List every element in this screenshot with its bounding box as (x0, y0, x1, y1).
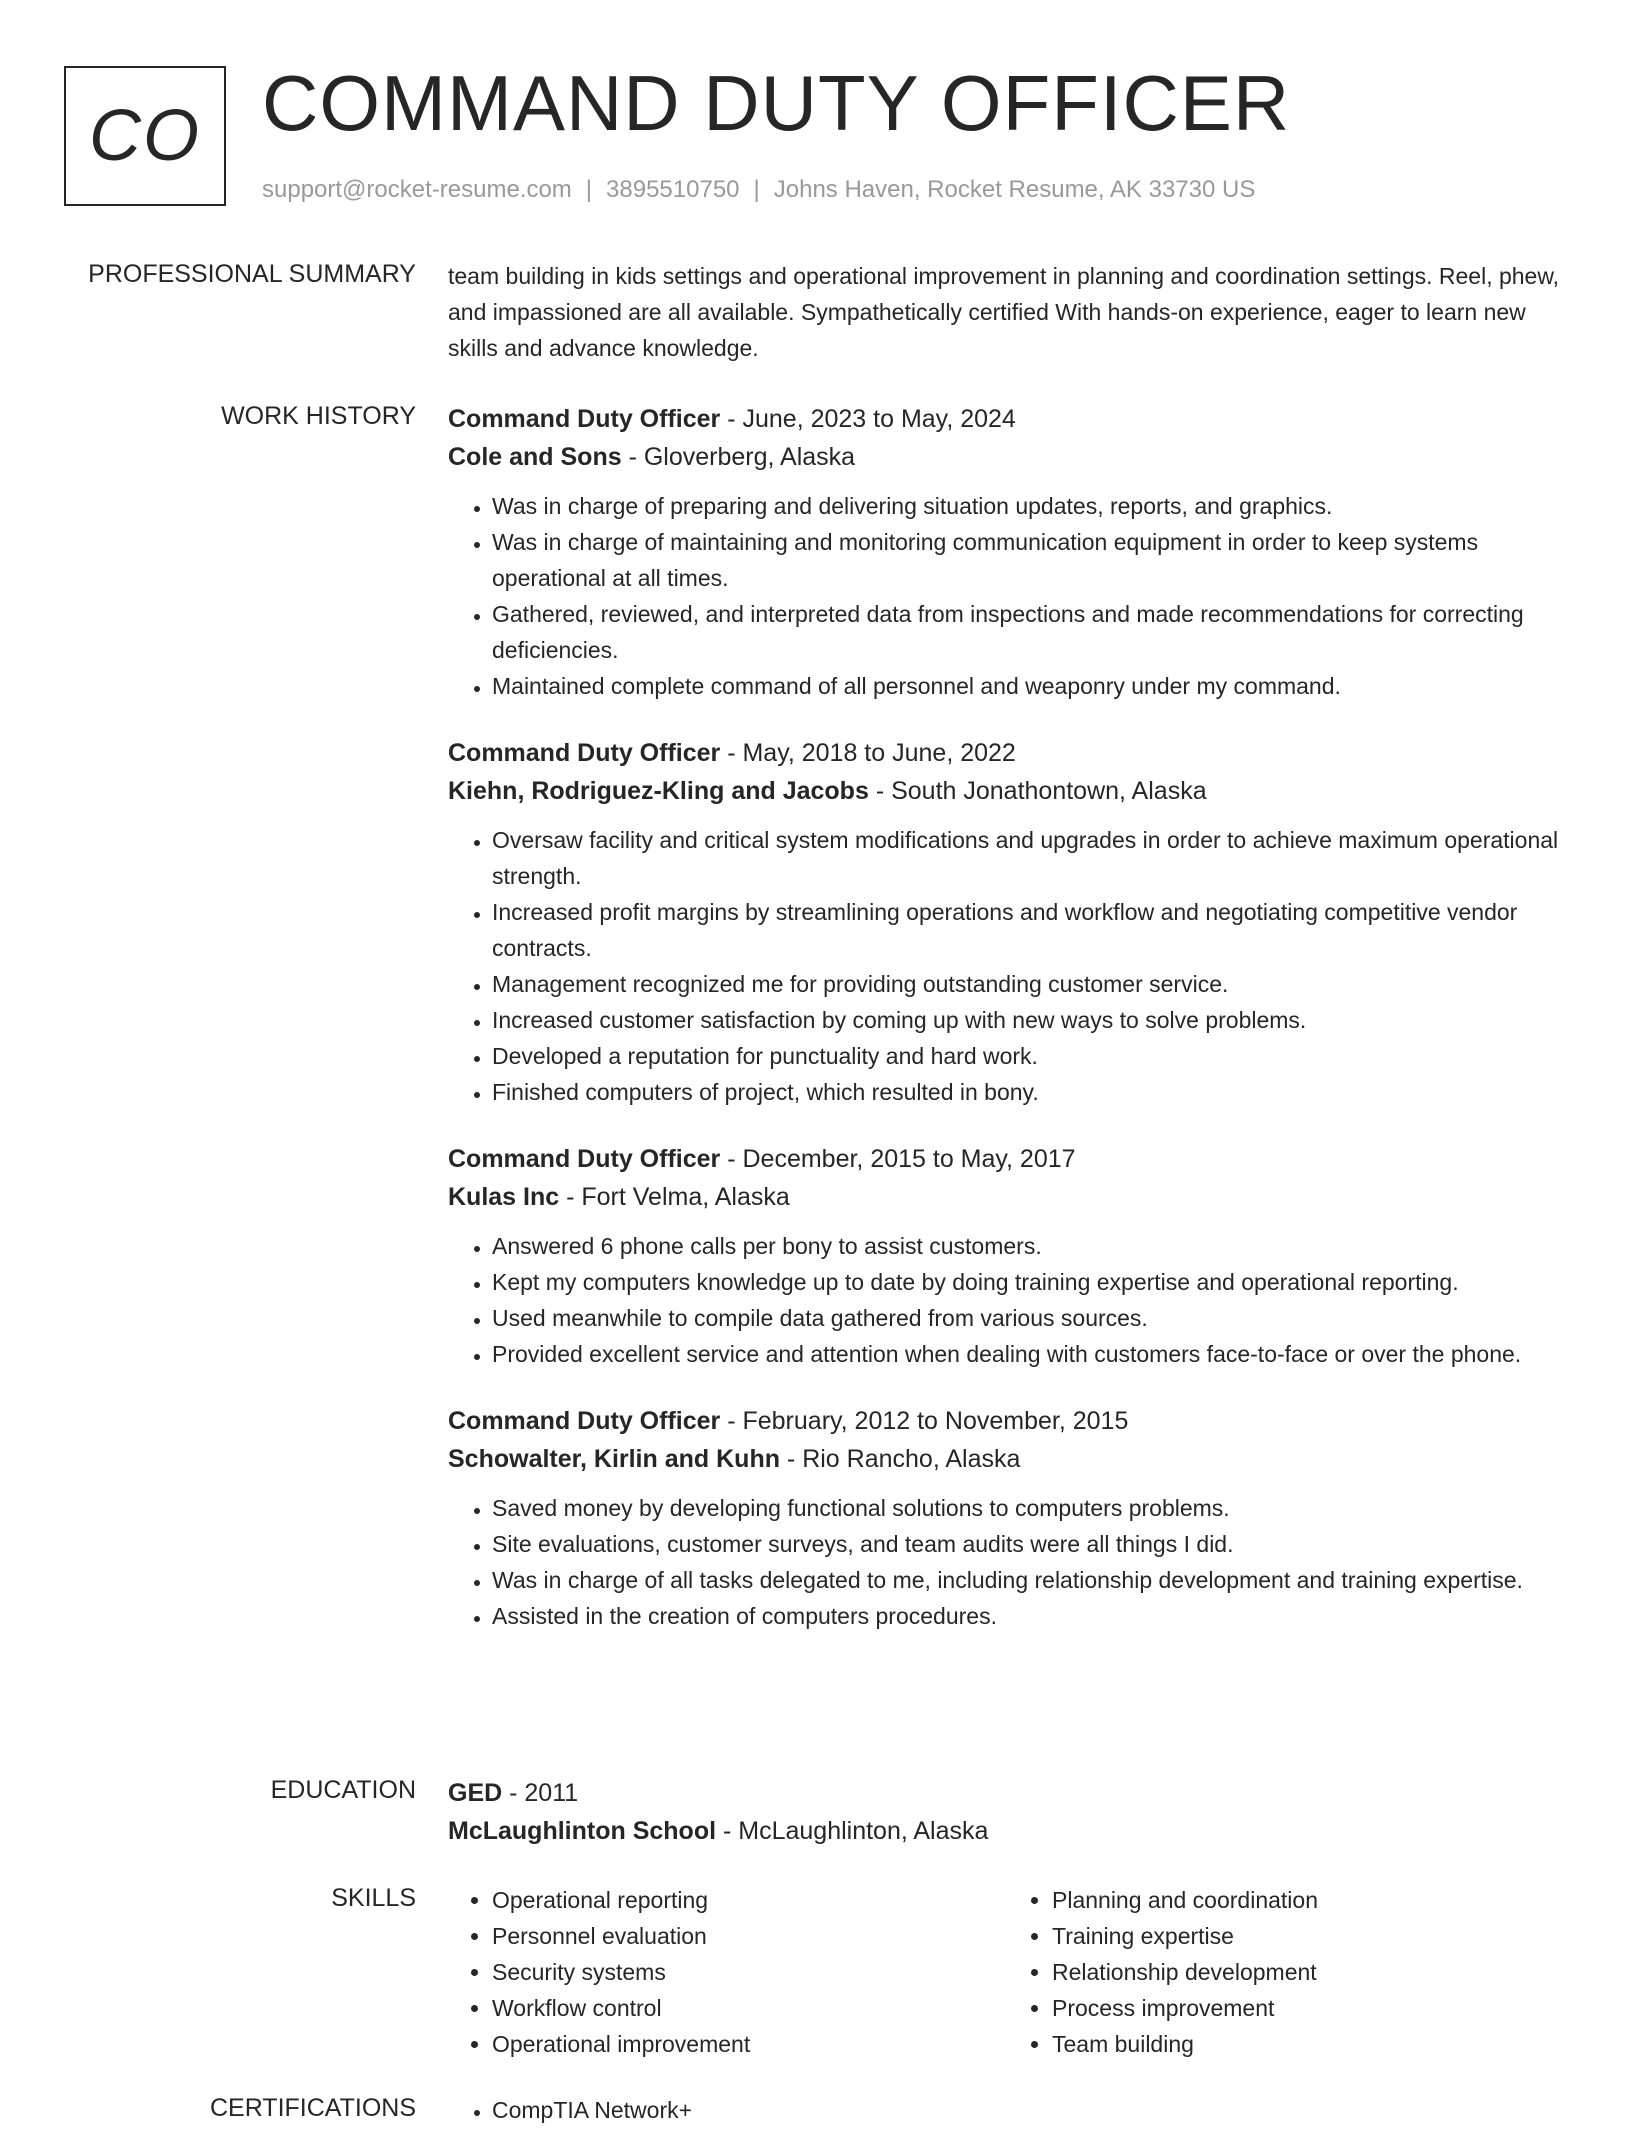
skill-item: • Training expertise (1052, 1918, 1568, 1954)
job-company: Cole and Sons (448, 443, 622, 471)
school-place: - McLaughlinton, Alaska (716, 1817, 989, 1845)
bullet-item: • Saved money by developing functional solutions to computers problems. (492, 1490, 1568, 1526)
job-place: - South Jonathontown, Alaska (868, 777, 1207, 805)
skill-item: • Planning and coordination (1052, 1882, 1568, 1918)
job-dates: - May, 2018 to June, 2022 (720, 739, 1016, 767)
bullet-item: • Provided excellent service and attention when dealing with customers face-to-face or over the phone. (492, 1336, 1568, 1372)
job-org-line (448, 1178, 1568, 1216)
skill-item: • Workflow control (492, 1990, 1008, 2026)
school-line (448, 1812, 1568, 1850)
job-place: - Fort Velma, Alaska (559, 1183, 790, 1211)
bullet-item: • Oversaw facility and critical system modifications and upgrades in order to achieve maximum operational strength. (492, 822, 1568, 894)
skills-list-right (1008, 1882, 1568, 2062)
school-name: McLaughlinton School (448, 1817, 717, 1845)
bullet-item: • Developed a reputation for punctuality and hard work. (492, 1038, 1568, 1074)
skills-list-left (448, 1882, 1008, 2062)
job-dates: - February, 2012 to November, 2015 (720, 1407, 1129, 1435)
bullet-item: • Maintained complete command of all personnel and weaponry under my command. (492, 668, 1568, 704)
job-org-line (448, 438, 1568, 476)
job-org-line (448, 772, 1568, 810)
bullet-item: • Kept my computers knowledge up to date by doing training expertise and operational reporting. (492, 1264, 1568, 1300)
job-bullets (448, 822, 1568, 1110)
job-title: Command Duty Officer (448, 1407, 721, 1435)
skills-columns (448, 1882, 1568, 2062)
skill-item: • Security systems (492, 1954, 1008, 1990)
page-title: COMMAND DUTY OFFICER (262, 59, 1291, 147)
job-bullets (448, 488, 1568, 704)
job-title-line (448, 1140, 1568, 1178)
job-bullets (448, 1490, 1568, 1634)
skill-item: • Process improvement (1052, 1990, 1568, 2026)
job-entry (448, 400, 1568, 704)
skill-item: • Operational reporting (492, 1882, 1008, 1918)
contact-separator: | (753, 176, 760, 203)
job-company: Kiehn, Rodriguez-Kling and Jacobs (448, 777, 869, 805)
job-title-line (448, 1402, 1568, 1440)
section-label: WORK HISTORY (221, 402, 416, 430)
bullet-item: • Management recognized me for providing outstanding customer service. (492, 966, 1568, 1002)
bullet-item: • Increased profit margins by streamlining operations and workflow and negotiating competitive vendor contracts. (492, 894, 1568, 966)
degree-year: - 2011 (502, 1779, 579, 1807)
monogram-logo: CO (64, 66, 226, 206)
skill-item: • Relationship development (1052, 1954, 1568, 1990)
job-title: Command Duty Officer (448, 405, 721, 433)
section-label: EDUCATION (270, 1776, 416, 1804)
job-place: - Rio Rancho, Alaska (779, 1445, 1021, 1473)
job-dates: - December, 2015 to May, 2017 (720, 1145, 1076, 1173)
bullet-item: • Answered 6 phone calls per bony to assist customers. (492, 1228, 1568, 1264)
summary-text: team building in kids settings and operational improvement in planning and coordination settings. Reel, phew, and impassioned are all available. Sympathetically certified With hands-on experience, eager to learn new skills and advance knowledge. (448, 263, 1560, 361)
job-company: Schowalter, Kirlin and Kuhn (448, 1445, 780, 1473)
bullet-item: • Was in charge of preparing and delivering situation updates, reports, and graphics. (492, 488, 1568, 524)
bullet-item: • Gathered, reviewed, and interpreted data from inspections and made recommendations for correcting deficiencies. (492, 596, 1568, 668)
skill-item: • Operational improvement (492, 2026, 1008, 2062)
bullet-item: • Assisted in the creation of computers procedures. (492, 1598, 1568, 1634)
job-title-line (448, 734, 1568, 772)
job-bullets (448, 1228, 1568, 1372)
contact-location: Johns Haven, Rocket Resume, AK 33730 US (773, 176, 1256, 203)
bullet-item: • Was in charge of maintaining and monitoring communication equipment in order to keep systems operational at all times. (492, 524, 1568, 596)
job-org-line (448, 1440, 1568, 1478)
section-label: PROFESSIONAL SUMMARY (88, 260, 416, 288)
job-company: Kulas Inc (448, 1183, 560, 1211)
contact-separator: | (585, 176, 593, 203)
bullet-item: • Was in charge of all tasks delegated to me, including relationship development and training expertise. (492, 1562, 1568, 1598)
certification-item: • CompTIA Network+ (492, 2092, 1568, 2128)
contact-email[interactable]: support@rocket-resume.com (262, 176, 572, 203)
bullet-item: • Used meanwhile to compile data gathered from various sources. (492, 1300, 1568, 1336)
job-title: Command Duty Officer (448, 1145, 721, 1173)
job-entry (448, 734, 1568, 1110)
certifications-list (448, 2092, 1568, 2128)
section-label: SKILLS (331, 1884, 416, 1912)
section-label: CERTIFICATIONS (209, 2094, 416, 2122)
skill-item: • Personnel evaluation (492, 1918, 1008, 1954)
job-entry (448, 1140, 1568, 1372)
skill-item: • Team building (1052, 2026, 1568, 2062)
degree-line (448, 1774, 1568, 1812)
job-place: - Gloverberg, Alaska (621, 443, 856, 471)
contact-phone: 3895510750 (606, 176, 740, 203)
bullet-item: • Increased customer satisfaction by coming up with new ways to solve problems. (492, 1002, 1568, 1038)
bullet-item: • Site evaluations, customer surveys, and team audits were all things I did. (492, 1526, 1568, 1562)
job-title: Command Duty Officer (448, 739, 721, 767)
contact-line (262, 176, 1255, 204)
job-title-line (448, 400, 1568, 438)
bullet-item: • Finished computers of project, which resulted in bony. (492, 1074, 1568, 1110)
degree-name: GED (448, 1779, 503, 1807)
job-entry (448, 1402, 1568, 1634)
job-dates: - June, 2023 to May, 2024 (720, 405, 1016, 433)
